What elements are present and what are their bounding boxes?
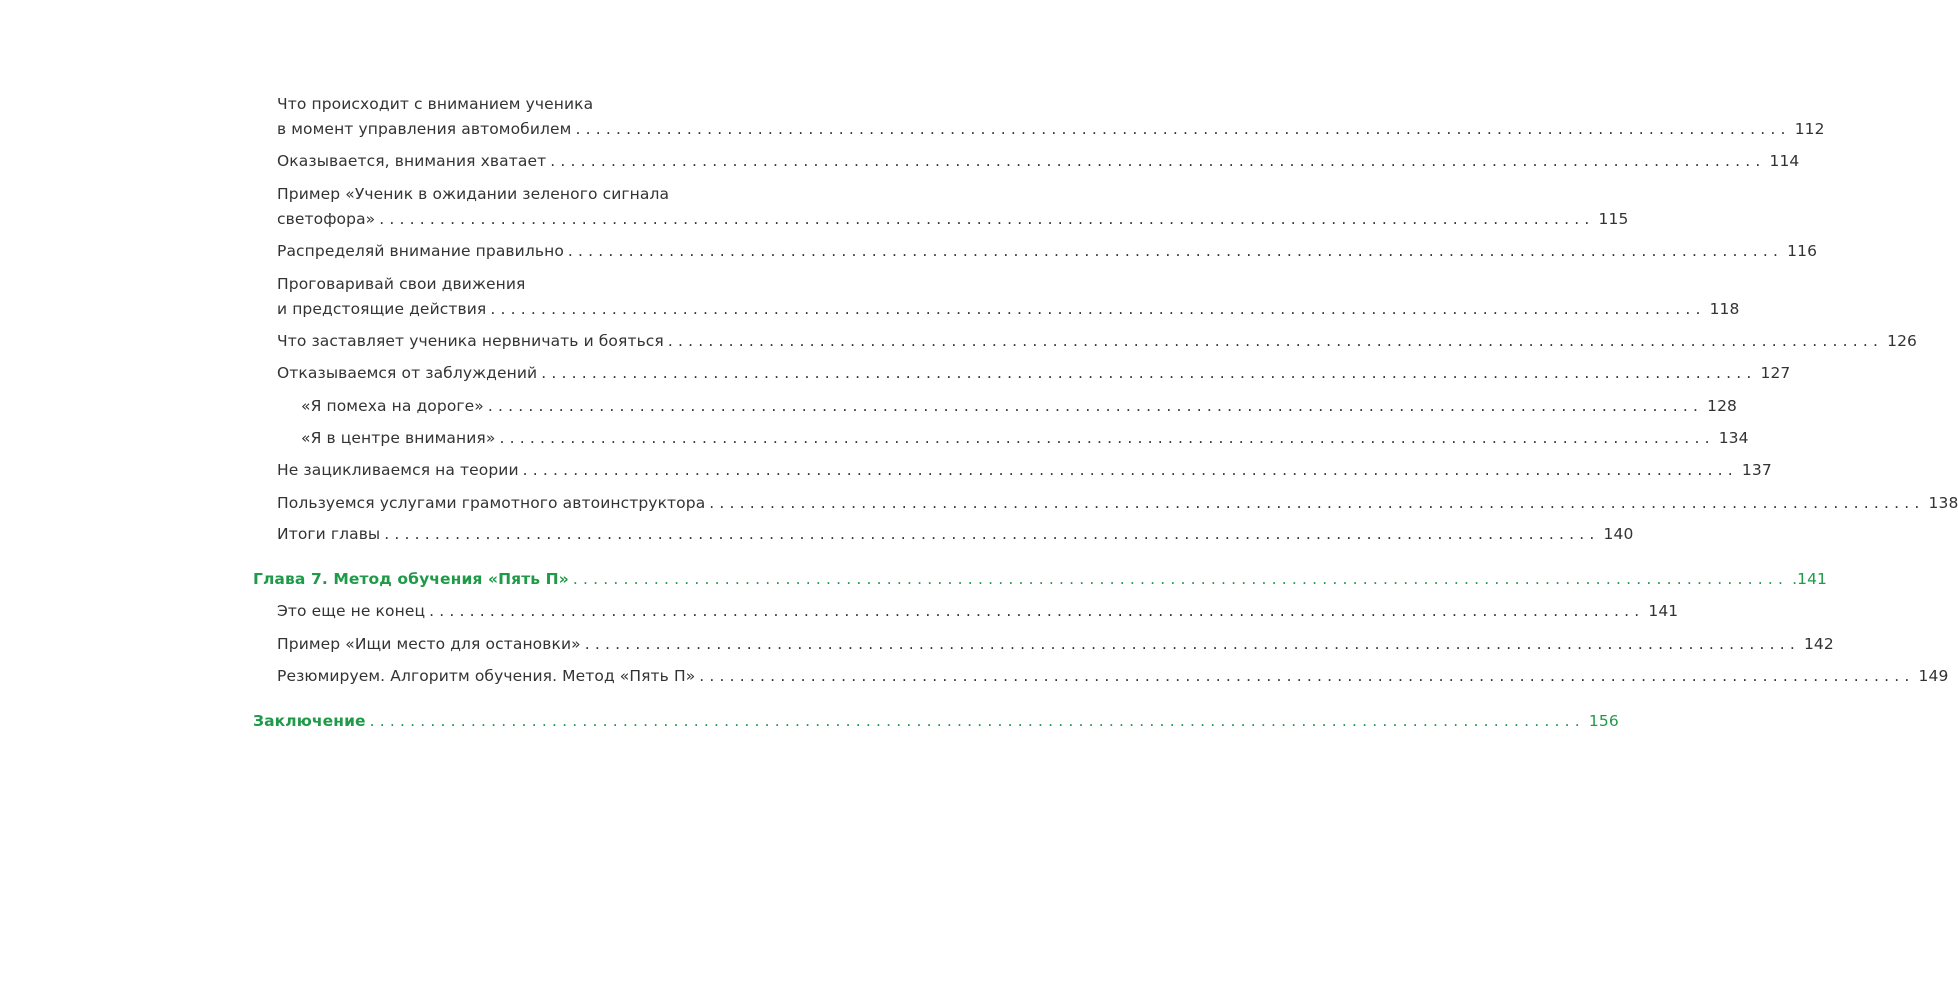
toc-entry[interactable] bbox=[250, 491, 1958, 516]
toc-entry-title: Что заставляет ученика нервничать и бояться bbox=[277, 332, 664, 350]
toc-page-number: 112 bbox=[1794, 120, 1825, 138]
toc-chapter-entry[interactable] bbox=[250, 567, 1828, 592]
toc-chapter-entry[interactable] bbox=[250, 709, 1619, 734]
toc-page-number: 142 bbox=[1803, 635, 1834, 653]
dot-leader: ........................................................................................................................ bbox=[384, 525, 1600, 543]
toc-entry-title: Итоги главы bbox=[277, 525, 381, 543]
toc-entry[interactable] bbox=[250, 599, 1679, 624]
toc-entry-title: «Я помеха на дороге» bbox=[301, 397, 484, 415]
toc-page-number: 127 bbox=[1760, 364, 1791, 382]
table-of-contents bbox=[250, 92, 1958, 734]
dot-leader: ........................................................................................................................ bbox=[429, 602, 1645, 620]
toc-entry[interactable] bbox=[250, 426, 1749, 451]
toc-page-number: 126 bbox=[1887, 332, 1917, 350]
dot-leader: ........................................................................................................................ bbox=[379, 210, 1595, 228]
dot-leader: ........................................................................................................................ bbox=[709, 494, 1925, 512]
toc-entry-title: и предстоящие действия bbox=[277, 300, 487, 318]
toc-entry-title: Это еще не конец bbox=[277, 602, 426, 620]
toc-page-number: 137 bbox=[1741, 461, 1772, 479]
toc-page-number: .141 bbox=[1792, 570, 1828, 588]
toc-entry-title: Оказывается, внимания хватает bbox=[277, 152, 547, 170]
toc-page-number: 115 bbox=[1598, 210, 1629, 228]
dot-leader: ........................................................................................................................ bbox=[522, 461, 1738, 479]
toc-page-number: 118 bbox=[1709, 300, 1740, 318]
toc-entry-title: Резюмируем. Алгоритм обучения. Метод «Пять П» bbox=[277, 667, 696, 685]
dot-leader: ........................................................................................................................ bbox=[499, 429, 1715, 447]
dot-leader: ........................................................................................................................ bbox=[572, 570, 1789, 588]
toc-entry-title: «Я в центре внимания» bbox=[301, 429, 496, 447]
toc-entry-title: в момент управления автомобилем bbox=[277, 120, 572, 138]
toc-entry[interactable] bbox=[250, 664, 1949, 689]
toc-entry[interactable] bbox=[250, 182, 1629, 232]
toc-entry[interactable] bbox=[250, 272, 1740, 322]
toc-entry[interactable] bbox=[250, 394, 1738, 419]
toc-entry-title-line: Проговаривай свои движения bbox=[277, 275, 526, 293]
toc-page-number: 141 bbox=[1648, 602, 1679, 620]
toc-entry-title: Отказываемся от заблуждений bbox=[277, 364, 538, 382]
toc-page-number: 156 bbox=[1588, 712, 1619, 730]
toc-entry-title: Не зацикливаемся на теории bbox=[277, 461, 519, 479]
toc-page-number: 116 bbox=[1787, 242, 1818, 260]
dot-leader: ........................................................................................................................ bbox=[699, 667, 1915, 685]
toc-entry-title-line: Что происходит с вниманием ученика bbox=[277, 95, 594, 113]
dot-leader: ........................................................................................................................ bbox=[541, 364, 1757, 382]
dot-leader: ........................................................................................................................ bbox=[369, 712, 1585, 730]
toc-entry[interactable] bbox=[250, 458, 1772, 483]
toc-entry-title: Распределяй внимание правильно bbox=[277, 242, 564, 260]
toc-page-number: 114 bbox=[1769, 152, 1800, 170]
toc-entry-title: Пример «Ищи место для остановки» bbox=[277, 635, 581, 653]
toc-page-number: 134 bbox=[1718, 429, 1749, 447]
toc-entry[interactable] bbox=[250, 92, 1825, 142]
toc-entry-title: Пользуемся услугами грамотного автоинструктора bbox=[277, 494, 706, 512]
toc-page-number: 138 bbox=[1928, 494, 1958, 512]
toc-page-number: 149 bbox=[1918, 667, 1949, 685]
toc-page-number: 128 bbox=[1707, 397, 1738, 415]
toc-entry[interactable] bbox=[250, 632, 1834, 657]
dot-leader: ........................................................................................................................ bbox=[567, 242, 1784, 260]
toc-entry[interactable] bbox=[250, 361, 1791, 386]
dot-leader: ........................................................................................................................ bbox=[575, 120, 1791, 138]
dot-leader: ........................................................................................................................ bbox=[667, 332, 1884, 350]
toc-entry[interactable] bbox=[250, 329, 1917, 354]
toc-entry[interactable] bbox=[250, 239, 1818, 264]
dot-leader: ........................................................................................................................ bbox=[490, 300, 1706, 318]
dot-leader: ........................................................................................................................ bbox=[487, 397, 1704, 415]
dot-leader: ........................................................................................................................ bbox=[584, 635, 1800, 653]
toc-entry-title: светофора» bbox=[277, 210, 376, 228]
toc-page-number: 140 bbox=[1603, 525, 1634, 543]
toc-entry-title-line: Пример «Ученик в ожидании зеленого сигнала bbox=[277, 185, 670, 203]
toc-entry[interactable] bbox=[250, 522, 1634, 547]
toc-entry[interactable] bbox=[250, 149, 1800, 174]
toc-entry-title: Заключение bbox=[253, 712, 366, 730]
toc-entry-title: Глава 7. Метод обучения «Пять П» bbox=[253, 570, 569, 588]
dot-leader: ........................................................................................................................ bbox=[550, 152, 1766, 170]
